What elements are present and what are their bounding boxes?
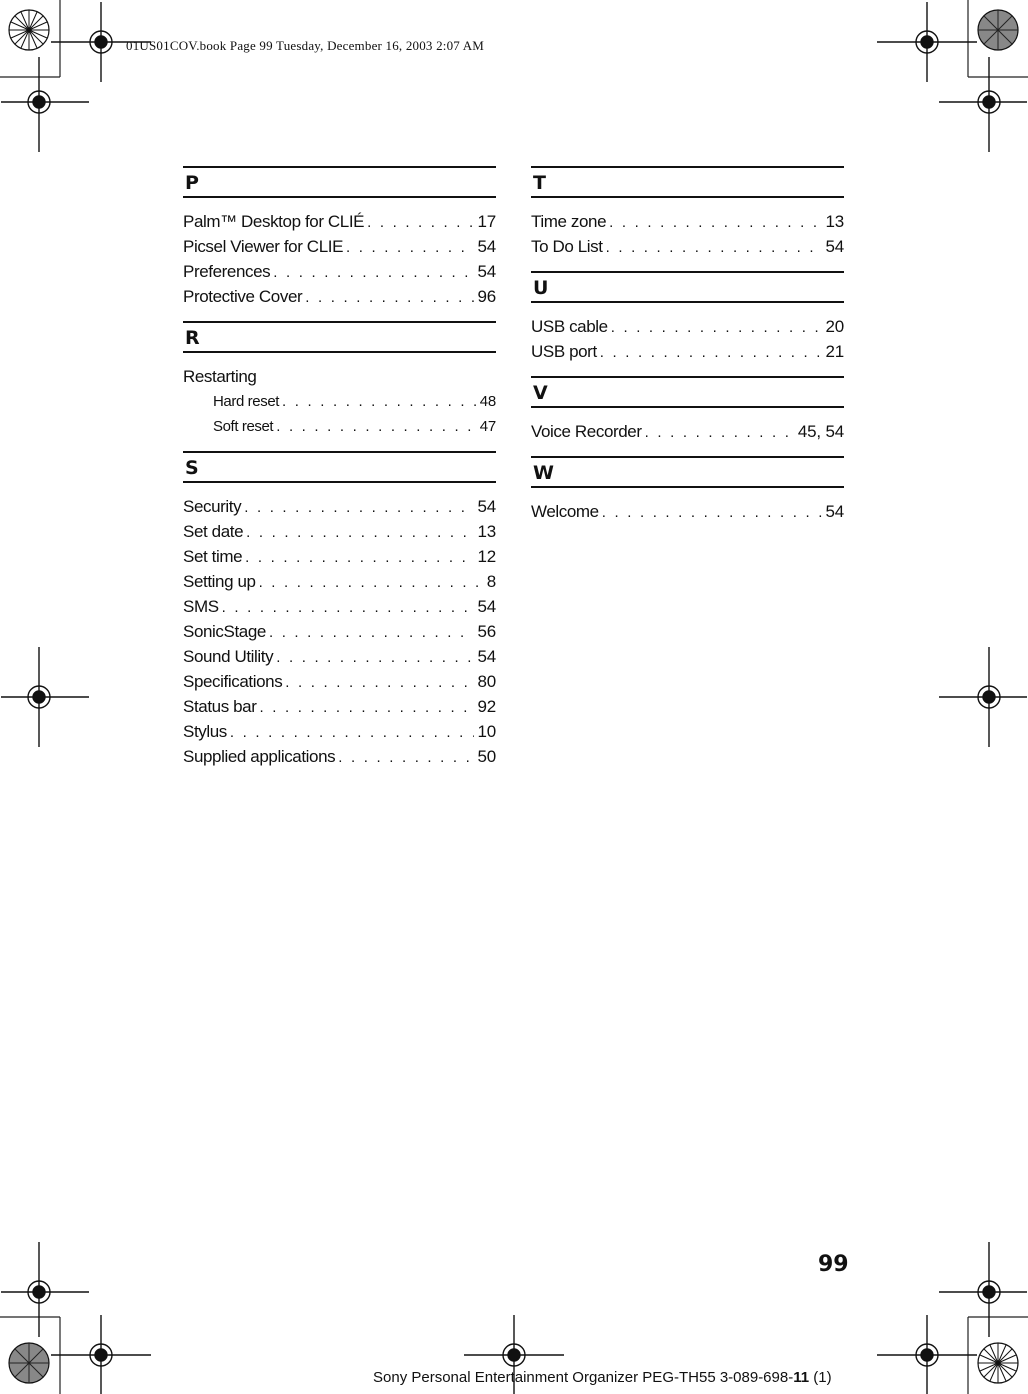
section-letter: V: [531, 376, 844, 408]
index-entry: To Do List . . . 54: [531, 234, 844, 259]
index-entry: USB cable . . . 20: [531, 314, 844, 339]
page-number: 99: [818, 1252, 849, 1277]
section-letter: P: [183, 166, 496, 198]
index-section-w: [531, 456, 844, 524]
index-entry: USB port . . . 21: [531, 339, 844, 364]
index-entry: Voice Recorder . . . 45, 54: [531, 419, 844, 444]
index-entry: Set date . . . 13: [183, 519, 496, 544]
index-entry: Specifications . . . 80: [183, 669, 496, 694]
index-section-p: [183, 166, 496, 309]
index-entry: Setting up . . . 8: [183, 569, 496, 594]
crosshair-targets: [1, 2, 1027, 1394]
index-entry: Preferences . . . 54: [183, 259, 496, 284]
index-entry-heading: Restarting: [183, 367, 257, 386]
index-section-v: [531, 376, 844, 444]
index-entry: Stylus . . . 10: [183, 719, 496, 744]
section-letter: S: [183, 451, 496, 483]
index-entry: Palm™ Desktop for CLIÉ . . . 17: [183, 209, 496, 234]
index-column-left: [183, 166, 496, 769]
index-entry: Set time . . . 12: [183, 544, 496, 569]
section-letter: R: [183, 321, 496, 353]
footer-product-info: Sony Personal Entertainment Organizer PEG-TH55 3-089-698-11 (1): [373, 1369, 832, 1386]
index-subentry: Soft reset . . . 47: [183, 414, 496, 439]
index-column-right: [531, 166, 844, 524]
index-entry: Sound Utility . . . 54: [183, 644, 496, 669]
index-section-s: [183, 451, 496, 769]
index-section-t: [531, 166, 844, 259]
index-entry: Status bar . . . 92: [183, 694, 496, 719]
index-entry: Time zone . . . 13: [531, 209, 844, 234]
index-subentry: Hard reset . . . 48: [183, 389, 496, 414]
section-letter: W: [531, 456, 844, 488]
index-entry: SMS . . . 54: [183, 594, 496, 619]
index-entry: Supplied applications . . . 50: [183, 744, 496, 769]
star-targets: [9, 10, 1018, 1383]
index-section-r: [183, 321, 496, 439]
print-info-header: 01US01COV.book Page 99 Tuesday, December 16, 2003 2:07 AM: [126, 38, 485, 53]
index-entry: Protective Cover . . . 96: [183, 284, 496, 309]
index-entry: Welcome . . . 54: [531, 499, 844, 524]
section-letter: T: [531, 166, 844, 198]
section-letter: U: [531, 271, 844, 303]
index-entry: SonicStage . . . 56: [183, 619, 496, 644]
index-entry: Picsel Viewer for CLIE . . . 54: [183, 234, 496, 259]
index-entry: Security . . . 54: [183, 494, 496, 519]
index-section-u: [531, 271, 844, 364]
